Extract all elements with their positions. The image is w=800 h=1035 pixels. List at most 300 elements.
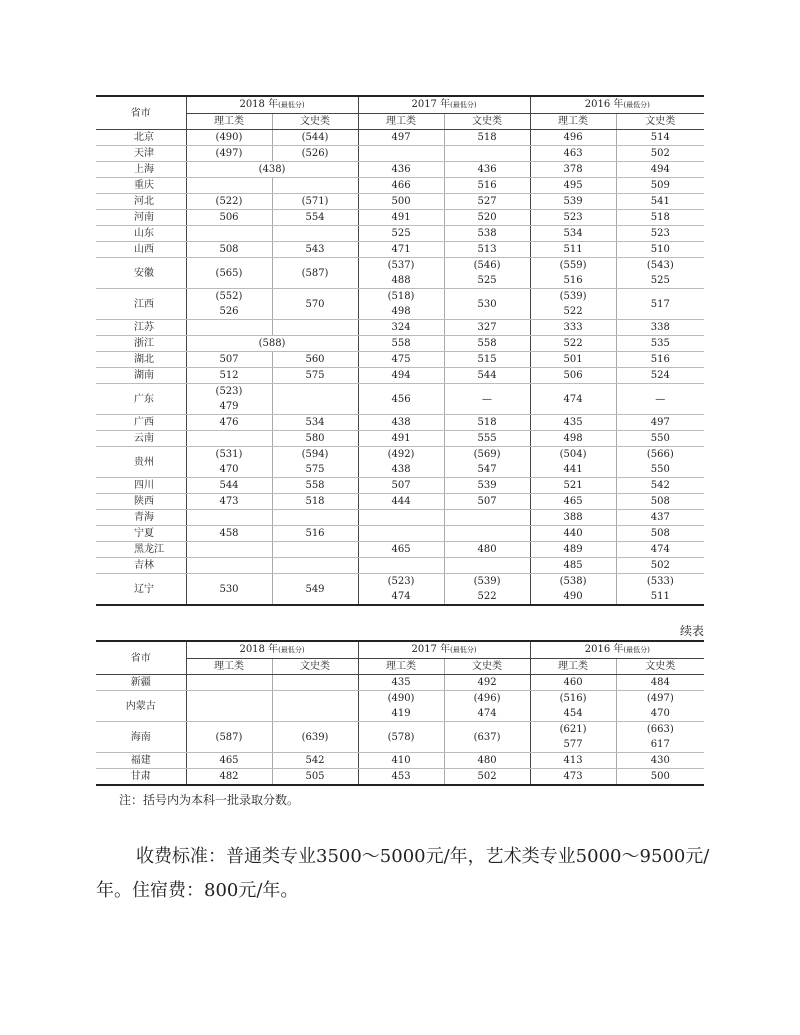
table-row [96,526,704,542]
province-cell: 天津 [96,146,186,162]
score-cell [530,242,616,258]
table-row [96,478,704,494]
score-cell [186,415,272,431]
score-value: (516) [559,693,587,704]
score-value: 500 [391,196,411,207]
score-value: (546) [473,260,501,271]
score-cell [616,226,704,242]
score-value: 558 [305,480,325,491]
score-cell [358,691,444,722]
score-value: (578) [387,731,415,743]
year-header-row [96,96,704,114]
table-row [96,753,704,769]
score-value: 523 [650,228,670,239]
score-cell [444,146,530,162]
score-value: 435 [563,417,583,428]
score-cell [186,510,272,526]
score-value: 558 [477,338,497,349]
score-value: 511 [650,591,670,602]
score-value: (621) [559,724,587,735]
score-value: (552) [215,291,243,302]
score-value: 497 [650,417,670,428]
score-cell [272,130,358,146]
score-cell [616,384,704,415]
category-liberal: 文史类 [616,659,704,675]
province-cell: 江苏 [96,320,186,336]
category-science: 理工类 [186,659,272,675]
score-cell [444,368,530,384]
category-liberal: 文史类 [272,659,358,675]
province-cell: 甘肃 [96,769,186,786]
score-value: 441 [563,464,583,475]
score-cell [530,130,616,146]
score-value: 510 [650,244,670,255]
score-cell [358,478,444,494]
score-cell [186,542,272,558]
score-cell [444,494,530,510]
score-cell [358,447,444,478]
score-cell [616,352,704,368]
province-cell: 湖南 [96,368,186,384]
score-value: 554 [305,212,325,223]
score-value: 518 [305,496,325,507]
score-value: 543 [305,244,325,255]
score-value: 522 [563,338,583,349]
score-cell [444,447,530,478]
score-cell [616,431,704,447]
score-value: (569) [473,449,501,460]
category-science: 理工类 [186,114,272,130]
score-value: 577 [563,739,583,750]
table-row [96,352,704,368]
score-cell [186,242,272,258]
score-cell [186,194,272,210]
score-value: 512 [219,370,239,381]
table-row [96,691,704,722]
score-cell [358,558,444,574]
score-cell [444,691,530,722]
score-cell [186,769,272,786]
score-cell [272,510,358,526]
score-cell [530,431,616,447]
score-value: 505 [305,771,325,782]
score-value: 456 [391,393,411,405]
score-value: — [482,393,493,405]
score-cell [444,510,530,526]
score-cell [444,526,530,542]
score-cell [616,542,704,558]
score-value: 570 [305,298,325,310]
score-cell [444,415,530,431]
score-value: 440 [563,528,583,539]
score-value: 479 [219,401,239,412]
category-science: 理工类 [530,659,616,675]
score-cell [530,574,616,606]
score-value: 513 [477,244,497,255]
score-cell [358,226,444,242]
table-row [96,384,704,415]
table-row [96,336,704,352]
score-cell [272,384,358,415]
score-value: 522 [477,591,497,602]
score-value: 507 [219,354,239,365]
province-cell: 湖北 [96,352,186,368]
score-value: (566) [646,449,674,460]
score-value: 521 [563,480,583,491]
year-header-2016: 2016 年(最低分) [530,641,704,659]
province-cell: 陕西 [96,494,186,510]
year-header-2016: 2016 年(最低分) [530,96,704,114]
score-cell [530,415,616,431]
table-row [96,510,704,526]
score-value: 474 [563,393,583,405]
score-cell [358,352,444,368]
score-value: 463 [563,148,583,159]
table-row [96,146,704,162]
score-value: (523) [387,576,415,587]
score-value: 378 [563,164,583,175]
score-cell [530,226,616,242]
score-value: 458 [219,528,239,539]
category-liberal: 文史类 [272,114,358,130]
score-cell [530,526,616,542]
score-value: 516 [563,275,583,286]
score-value: 580 [305,433,325,444]
score-cell [444,210,530,226]
score-cell [358,384,444,415]
score-value: 476 [219,417,239,428]
year-header-row [96,641,704,659]
score-cell [272,146,358,162]
score-cell [272,722,358,753]
score-value: (538) [559,576,587,587]
score-cell [616,558,704,574]
score-cell [530,558,616,574]
score-value: 444 [391,496,411,507]
score-value: 502 [650,148,670,159]
province-cell: 四川 [96,478,186,494]
score-cell [444,336,530,352]
score-cell [444,753,530,769]
province-cell: 广西 [96,415,186,431]
score-cell [530,336,616,352]
score-cell [530,368,616,384]
score-value: (492) [387,449,415,460]
score-cell [444,178,530,194]
score-value: 454 [563,708,583,719]
score-cell [444,226,530,242]
table-row [96,320,704,336]
score-cell [186,352,272,368]
score-cell [186,574,272,606]
score-value: (504) [559,449,587,460]
score-cell [358,510,444,526]
score-value: 506 [563,370,583,381]
score-value: 413 [563,755,583,766]
score-cell [616,415,704,431]
score-value: (565) [215,267,243,279]
score-value: (639) [301,731,329,743]
score-value: 419 [391,708,411,719]
table-row [96,178,704,194]
score-cell [358,178,444,194]
score-value: 491 [391,212,411,223]
score-cell [616,178,704,194]
score-value: 494 [650,164,670,175]
table-row [96,675,704,691]
score-value: 518 [650,212,670,223]
score-cell [272,210,358,226]
score-cell [358,753,444,769]
score-value: 560 [305,354,325,365]
score-cell [616,289,704,320]
year-header-2018: 2018 年(最低分) [186,641,358,659]
table-row [96,574,704,606]
score-cell [186,558,272,574]
score-cell [444,431,530,447]
score-cell [530,146,616,162]
score-value: (539) [559,291,587,302]
score-value: 435 [391,677,411,688]
score-cell [272,194,358,210]
score-value: 465 [391,544,411,555]
province-cell: 北京 [96,130,186,146]
category-science: 理工类 [358,659,444,675]
score-cell [358,258,444,289]
score-cell [444,769,530,786]
score-cell [186,691,272,722]
score-value: 473 [563,771,583,782]
province-cell: 河南 [96,210,186,226]
category-liberal: 文史类 [444,114,530,130]
score-value: 436 [477,164,497,175]
province-cell: 山东 [96,226,186,242]
score-cell [186,384,272,415]
score-cell [272,447,358,478]
score-value: 507 [391,480,411,491]
score-value: (531) [215,449,243,460]
score-value: 436 [391,164,411,175]
score-cell [444,242,530,258]
category-liberal: 文史类 [444,659,530,675]
table-row [96,242,704,258]
table-row [96,226,704,242]
score-cell [186,368,272,384]
score-value: 575 [305,370,325,381]
score-value: 501 [563,354,583,365]
score-value: (526) [301,148,329,159]
score-cell [272,258,358,289]
score-value: 511 [563,244,583,255]
score-value: (497) [215,148,243,159]
score-cell [272,368,358,384]
score-value: (559) [559,260,587,271]
score-value: (587) [215,731,243,743]
score-value: 496 [563,132,583,143]
score-cell [616,753,704,769]
score-cell [272,226,358,242]
score-value: 539 [477,480,497,491]
score-cell [530,352,616,368]
score-cell [358,162,444,178]
table-row [96,542,704,558]
score-value: 549 [305,583,325,595]
score-value: 502 [477,771,497,782]
score-value: 438 [391,417,411,428]
table-row [96,194,704,210]
score-value: 430 [650,755,670,766]
score-cell [530,769,616,786]
score-cell [358,194,444,210]
score-value: 437 [650,512,670,523]
score-value: 388 [563,512,583,523]
score-cell [444,320,530,336]
score-value: 575 [305,464,325,475]
score-cell [616,510,704,526]
score-value: 508 [219,244,239,255]
score-cell [530,320,616,336]
score-value: 547 [477,464,497,475]
score-cell [272,415,358,431]
score-value: 516 [650,354,670,365]
score-cell [358,769,444,786]
score-value: 542 [650,480,670,491]
score-value: 523 [563,212,583,223]
table-row [96,130,704,146]
province-cell: 黑龙江 [96,542,186,558]
score-cell [530,691,616,722]
score-cell [444,162,530,178]
score-cell [358,368,444,384]
score-value: 474 [650,544,670,555]
score-cell [358,494,444,510]
score-cell [272,494,358,510]
table-row [96,494,704,510]
table-row [96,289,704,320]
score-cell [358,415,444,431]
province-cell: 辽宁 [96,574,186,606]
score-cell [186,210,272,226]
score-cell [444,130,530,146]
score-value: 471 [391,244,411,255]
score-value: — [655,393,666,405]
score-value: (533) [646,576,674,587]
footnote: 注：括号内为本科一批录取分数。 [119,793,300,807]
province-cell: 贵州 [96,447,186,478]
score-value: 491 [391,433,411,444]
province-cell: 青海 [96,510,186,526]
score-cell [616,194,704,210]
table-row [96,162,704,178]
score-value: 509 [650,180,670,191]
score-cell [272,320,358,336]
score-cell [186,130,272,146]
score-cell [186,178,272,194]
score-cell [616,210,704,226]
score-value: 497 [391,132,411,143]
score-value: 517 [650,298,670,310]
score-cell [272,675,358,691]
table-row [96,722,704,753]
score-value: 518 [477,417,497,428]
score-cell [530,510,616,526]
score-cell [272,289,358,320]
score-value: 480 [477,755,497,766]
score-cell [186,431,272,447]
province-cell: 河北 [96,194,186,210]
score-cell [616,162,704,178]
score-value: 526 [219,306,239,317]
table-row [96,447,704,478]
score-value: 490 [563,591,583,602]
score-value: 525 [650,275,670,286]
score-value: (496) [473,693,501,704]
score-cell [616,336,704,352]
score-cell [530,210,616,226]
score-cell [444,258,530,289]
score-value: 438 [391,464,411,475]
score-cell [186,226,272,242]
table-row [96,368,704,384]
score-cell [358,130,444,146]
score-cell [616,478,704,494]
province-cell: 山西 [96,242,186,258]
score-cell [616,242,704,258]
score-value: (522) [215,196,243,207]
score-value: 520 [477,212,497,223]
year-header-2017: 2017 年(最低分) [358,641,530,659]
score-cell [186,289,272,320]
province-cell: 海南 [96,722,186,753]
admission-score-table-continued [96,640,704,786]
score-cell [530,447,616,478]
score-value: (518) [387,291,415,302]
province-cell: 新疆 [96,675,186,691]
score-cell [272,753,358,769]
score-cell [616,526,704,542]
score-cell [186,146,272,162]
score-cell [358,722,444,753]
score-cell [186,258,272,289]
score-value: 470 [219,464,239,475]
score-cell [444,352,530,368]
score-value: 530 [219,583,239,595]
province-cell: 江西 [96,289,186,320]
table-row [96,210,704,226]
score-cell [444,574,530,606]
score-cell [358,210,444,226]
score-cell [530,194,616,210]
score-value: 617 [650,739,670,750]
score-value: 541 [650,196,670,207]
score-cell [358,431,444,447]
score-cell [272,178,358,194]
score-cell [530,384,616,415]
score-cell [272,431,358,447]
score-cell [186,526,272,542]
score-cell [444,675,530,691]
score-cell [616,130,704,146]
score-value: (594) [301,449,329,460]
score-value: 489 [563,544,583,555]
category-science: 理工类 [358,114,444,130]
score-cell [616,447,704,478]
score-cell [272,691,358,722]
score-value: (490) [215,132,243,143]
score-cell [272,574,358,606]
score-cell [530,542,616,558]
score-cell [530,478,616,494]
